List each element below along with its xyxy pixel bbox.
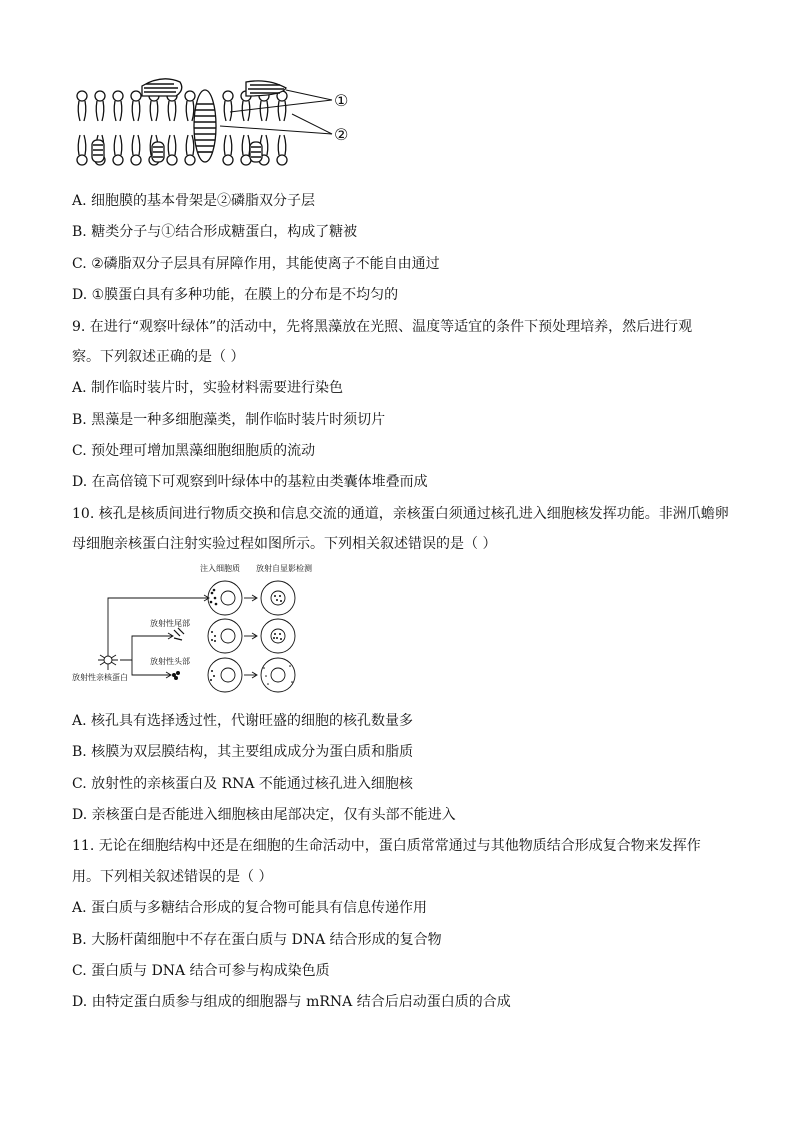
q9-option-d: D. 在高倍镜下可观察到叶绿体中的基粒由类囊体堆叠而成: [72, 474, 428, 490]
q8-option-d: D. ①膜蛋白具有多种功能，在膜上的分布是不均匀的: [72, 287, 399, 303]
row-label-tail: 放射性尾部: [150, 619, 190, 628]
q10-stem-line-2: 母细胞亲核蛋白注射实验过程如图所示。下列相关叙述错误的是（ ）: [72, 536, 497, 552]
q11-stem-line-1: 11. 无论在细胞结构中还是在细胞的生命活动中，蛋白质常常通过与其他物质结合形成复合物来发挥作: [72, 838, 701, 854]
source-label: 放射性亲核蛋白: [72, 673, 128, 682]
q10-option-b: B. 核膜为双层膜结构，其主要组成成分为蛋白质和脂质: [72, 744, 414, 760]
q10-option-c: C. 放射性的亲核蛋白及 RNA 不能通过核孔进入细胞核: [72, 776, 413, 792]
q11-option-b: B. 大肠杆菌细胞中不存在蛋白质与 DNA 结合形成的复合物: [72, 932, 442, 948]
q10-option-a: A. 核孔具有选择透过性，代谢旺盛的细胞的核孔数量多: [72, 713, 414, 729]
q11-option-a: A. 蛋白质与多糖结合形成的复合物可能具有信息传递作用: [72, 900, 428, 916]
q10-option-d: D. 亲核蛋白是否能进入细胞核由尾部决定，仅有头部不能进入: [72, 807, 456, 823]
col-label-inject: 注入细胞质: [200, 564, 240, 573]
q8-option-a: A. 细胞膜的基本骨架是②磷脂双分子层: [72, 193, 316, 209]
label-2: ②: [334, 125, 349, 144]
membrane-figure: [70, 74, 370, 174]
star-protein-icon: [98, 650, 118, 670]
q8-option-b: B. 糖类分子与①结合形成糖蛋白，构成了糖被: [72, 224, 358, 240]
row-label-head: 放射性头部: [150, 657, 190, 666]
q9-stem-line-2: 察。下列叙述正确的是（ ）: [72, 349, 245, 365]
q9-option-a: A. 制作临时装片时，实验材料需要进行染色: [72, 380, 344, 396]
q11-stem-line-2: 用。下列相关叙述错误的是（ ）: [72, 869, 273, 885]
label-1: ①: [334, 91, 349, 110]
q9-stem-line-1: 9. 在进行“观察叶绿体”的活动中，先将黑藻放在光照、温度等适宜的条件下预处理培养，然后进行观: [72, 319, 693, 335]
col-label-detect: 放射自显影检测: [256, 564, 312, 573]
q9-option-b: B. 黑藻是一种多细胞藻类，制作临时装片时须切片: [72, 412, 386, 428]
nuclear-protein-figure: [70, 560, 330, 700]
q11-option-c: C. 蛋白质与 DNA 结合可参与构成染色质: [72, 963, 330, 979]
q8-option-c: C. ②磷脂双分子层具有屏障作用，其能使离子不能自由通过: [72, 256, 440, 272]
q11-option-d: D. 由特定蛋白质参与组成的细胞器与 mRNA 结合后启动蛋白质的合成: [72, 994, 511, 1010]
q10-stem-line-1: 10. 核孔是核质间进行物质交换和信息交流的通道，亲核蛋白须通过核孔进入细胞核发挥功能。非洲爪蟾卵: [72, 506, 729, 522]
q9-option-c: C. 预处理可增加黑藻细胞细胞质的流动: [72, 443, 316, 459]
